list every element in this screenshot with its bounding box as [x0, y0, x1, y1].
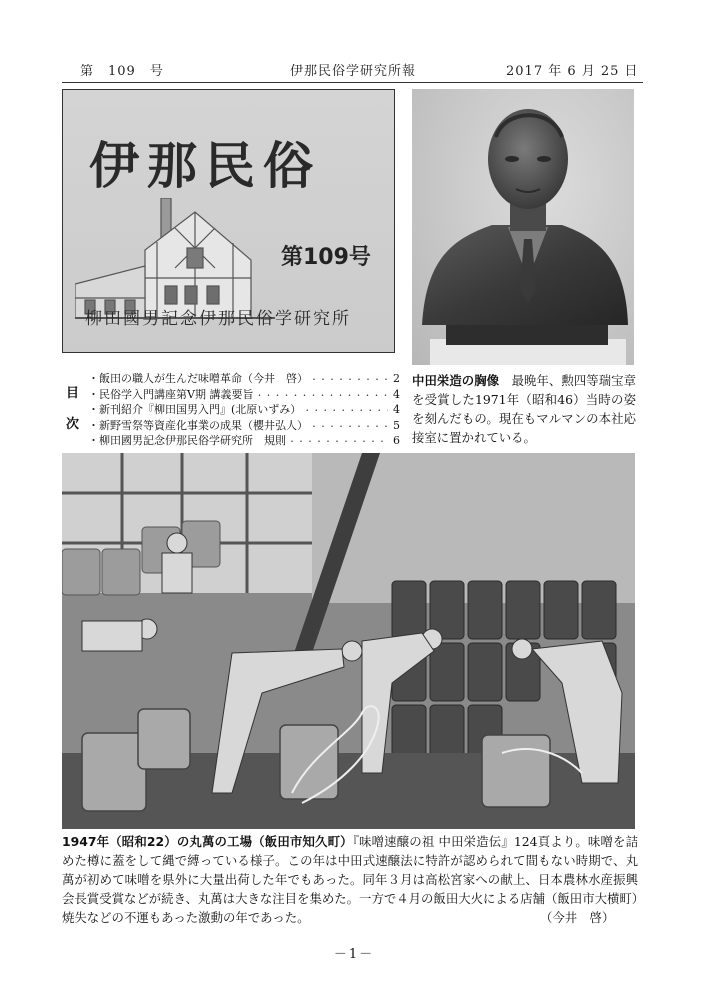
toc-leader: [310, 419, 388, 435]
toc-item[interactable]: [88, 388, 400, 404]
toc-item-page: 2: [393, 372, 400, 385]
toc-item-title: ・飯田の職人が生んだ味噌革命（今井 啓）: [88, 372, 308, 385]
issue-number: 第 109 号: [80, 64, 164, 79]
factory-image: [62, 453, 635, 829]
toc-item-page: 4: [393, 387, 400, 401]
header-rule: [62, 82, 643, 83]
bust-image: [412, 89, 634, 365]
toc-leader: [303, 403, 388, 419]
table-of-contents: [88, 372, 400, 450]
toc-item-title: ・民俗学入門講座第Ⅴ期 講義要旨: [88, 387, 254, 401]
factory-caption-author: （今井 啓）: [540, 910, 615, 925]
factory-photo: [62, 453, 635, 829]
toc-leader: [288, 434, 388, 450]
toc-heading-char: 次: [66, 417, 80, 432]
toc-leader: [310, 372, 388, 388]
toc-leader: [255, 388, 388, 404]
cover-title: 伊那民俗: [89, 137, 321, 195]
toc-item-page: 5: [393, 418, 400, 432]
bust-caption-body: 最晩年、勲四等瑞宝章を受賞した1971年（昭和46）当時の姿を刻んだもの。現在もマルマンの本社応接室に置かれている。: [412, 373, 637, 445]
toc-item-title: ・新野雪祭等資産化事業の成果（櫻井弘人）: [88, 418, 308, 432]
cover-institute-name: 柳田國男記念伊那民俗学研究所: [85, 309, 351, 329]
toc-item-title: ・柳田國男記念伊那民俗学研究所 規則: [88, 434, 286, 448]
bust-caption-title: 中田栄造の胸像: [412, 373, 500, 388]
toc-item[interactable]: [88, 372, 400, 388]
toc-heading-char: 目: [66, 386, 80, 401]
toc-item-title: ・新刊紹介『柳田国男入門』(北原いずみ）: [88, 403, 302, 417]
bust-photo: [412, 89, 634, 365]
toc-item-page: 4: [393, 403, 400, 417]
publication-name: 伊那民俗学研究所報: [290, 64, 417, 79]
toc-heading: [66, 384, 84, 434]
toc-item[interactable]: [88, 403, 400, 419]
page-number: －1－: [333, 947, 375, 962]
bust-caption: [412, 371, 636, 447]
toc-item[interactable]: [88, 434, 400, 450]
cover-issue-number: 第109号: [281, 245, 371, 270]
toc-item[interactable]: [88, 419, 400, 435]
factory-caption-body: 『味噌速醸の祖 中田栄造伝』124頁より。味噌を詰めた樽に蓋をして縄で縛っている様子。この年は中田式速醸法に特許が認められて間もない時期で、丸萬が初めて味噌を県外に大量出荷した年でもあった。同年３月は高松宮家への献上、日本農林水産振興会長賞受賞などが続き、丸萬は大きな注目を集めた。一方で４月の飯田大火による店舗（飯田市大横町）焼失などの不運もあった激動の年であった。: [62, 834, 639, 925]
cover-box: [62, 89, 395, 353]
toc-item-page: 6: [393, 434, 400, 448]
factory-caption-title: 1947年（昭和22）の丸萬の工場（飯田市知久町）: [62, 834, 353, 849]
publication-date: 2017 年 6 月 25 日: [506, 64, 639, 79]
